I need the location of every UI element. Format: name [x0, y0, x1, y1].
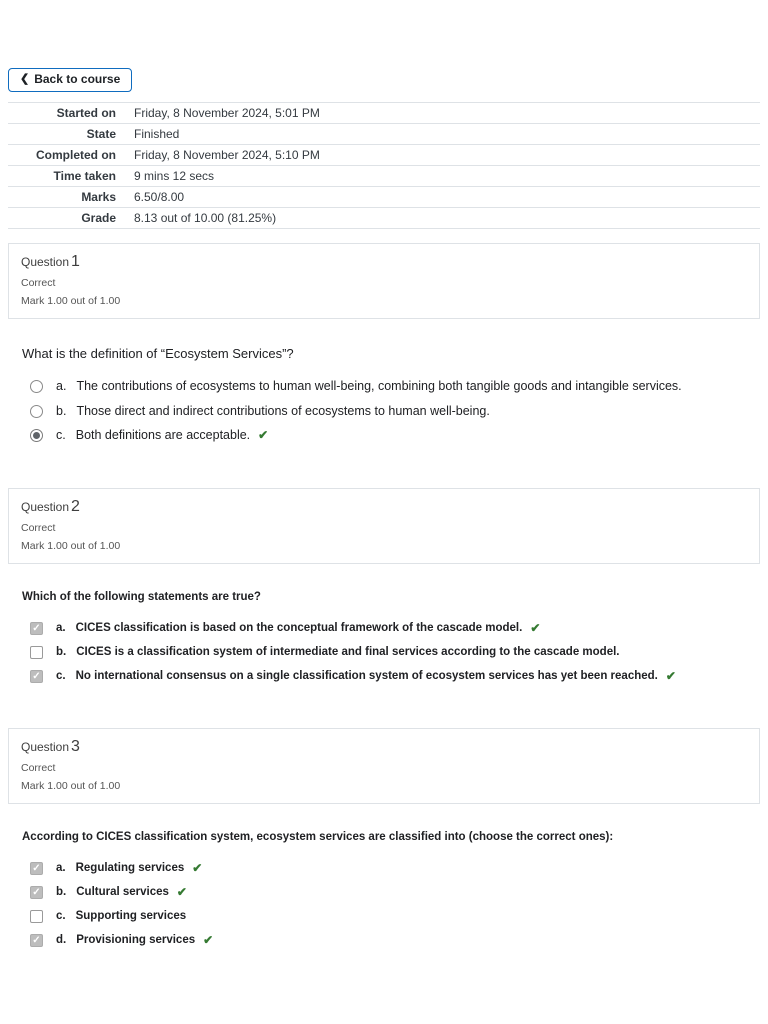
option-text: Those direct and indirect contributions of ecosystems to human well-being. [76, 403, 490, 418]
option-text: CICES is a classification system of intermediate and final services according to the cascade model. [76, 646, 620, 659]
option-text: The contributions of ecosystems to human well-being, combining both tangible goods and intangible services. [76, 379, 682, 394]
checkbox[interactable] [30, 670, 43, 683]
radio-button[interactable] [30, 429, 43, 442]
summary-label: Time taken [53, 169, 116, 184]
option-letter: b. [56, 886, 67, 899]
question-mark: Mark 1.00 out of 1.00 [21, 540, 121, 553]
question-number: Question 1 [21, 253, 80, 271]
question-block [8, 728, 760, 948]
option-letter: b. [56, 403, 67, 418]
back-to-course-label: Back to course [34, 72, 121, 86]
question-state: Correct [21, 522, 56, 535]
question-mark: Mark 1.00 out of 1.00 [21, 295, 121, 308]
question-block [8, 243, 760, 444]
back-to-course-button[interactable] [8, 68, 132, 92]
option-letter: d. [56, 934, 67, 947]
summary-label: Grade [81, 211, 116, 226]
option-letter: c. [56, 670, 66, 683]
summary-value: Friday, 8 November 2024, 5:01 PM [134, 106, 320, 121]
question-info [8, 243, 760, 319]
summary-label: Completed on [36, 148, 116, 163]
summary-row [8, 145, 760, 166]
checkbox[interactable] [30, 886, 43, 899]
question-number: Question 2 [21, 498, 80, 516]
answer-option [30, 933, 760, 948]
option-letter: c. [56, 428, 66, 443]
summary-label: Marks [81, 190, 116, 205]
question-state: Correct [21, 277, 56, 290]
summary-row [8, 187, 760, 208]
question-mark: Mark 1.00 out of 1.00 [21, 780, 121, 793]
summary-row [8, 208, 760, 229]
correct-check-icon: ✔ [258, 428, 269, 443]
radio-button[interactable] [30, 380, 43, 393]
question-text: What is the definition of “Ecosystem Services”? [22, 346, 294, 362]
correct-check-icon: ✔ [176, 885, 187, 900]
option-text: Cultural services [76, 886, 169, 899]
option-letter: b. [56, 646, 67, 659]
attempt-summary-table [8, 102, 760, 229]
summary-row [8, 166, 760, 187]
correct-check-icon: ✔ [530, 621, 541, 636]
answer-option [30, 669, 760, 684]
summary-label: Started on [56, 106, 116, 121]
option-letter: a. [56, 622, 66, 635]
question-block [8, 488, 760, 684]
radio-button[interactable] [30, 405, 43, 418]
question-info [8, 728, 760, 804]
option-text: No international consensus on a single classification system of ecosystem services has yet been reached. [75, 670, 658, 683]
option-letter: a. [56, 862, 66, 875]
answer-options [22, 861, 760, 948]
summary-value: 6.50/8.00 [134, 190, 185, 205]
answer-option [30, 645, 760, 660]
option-letter: a. [56, 379, 67, 394]
correct-check-icon: ✔ [665, 669, 676, 684]
option-text: Regulating services [75, 862, 185, 875]
summary-value: 9 mins 12 secs [134, 169, 215, 184]
checkbox[interactable] [30, 622, 43, 635]
question-text: According to CICES classification system, ecosystem services are classified into (choose the correct ones): [22, 831, 614, 844]
question-state: Correct [21, 762, 56, 775]
summary-row [8, 124, 760, 145]
answer-option [30, 379, 760, 395]
correct-check-icon: ✔ [192, 861, 203, 876]
option-text: CICES classification is based on the conceptual framework of the cascade model. [75, 622, 523, 635]
summary-value: Friday, 8 November 2024, 5:10 PM [134, 148, 320, 163]
summary-value: 8.13 out of 10.00 (81.25%) [134, 211, 277, 226]
answer-option [30, 861, 760, 876]
option-text: Both definitions are acceptable. [75, 428, 251, 443]
answer-option [30, 885, 760, 900]
checkbox[interactable] [30, 934, 43, 947]
question-number: Question 3 [21, 738, 80, 756]
answer-option [30, 909, 760, 924]
option-letter: c. [56, 910, 66, 923]
answer-options [22, 621, 760, 684]
correct-check-icon: ✔ [203, 933, 214, 948]
summary-row [8, 103, 760, 124]
checkbox[interactable] [30, 646, 43, 659]
answer-option [30, 404, 760, 420]
checkbox[interactable] [30, 910, 43, 923]
answer-option [30, 621, 760, 636]
summary-value: Finished [134, 127, 180, 142]
chevron-left-icon: ❮ [20, 73, 30, 86]
summary-label: State [86, 127, 116, 142]
option-text: Provisioning services [76, 934, 196, 947]
option-text: Supporting services [75, 910, 187, 923]
question-text: Which of the following statements are true? [22, 591, 261, 604]
question-info [8, 488, 760, 564]
answer-option [30, 428, 760, 444]
checkbox[interactable] [30, 862, 43, 875]
answer-options [22, 379, 760, 444]
